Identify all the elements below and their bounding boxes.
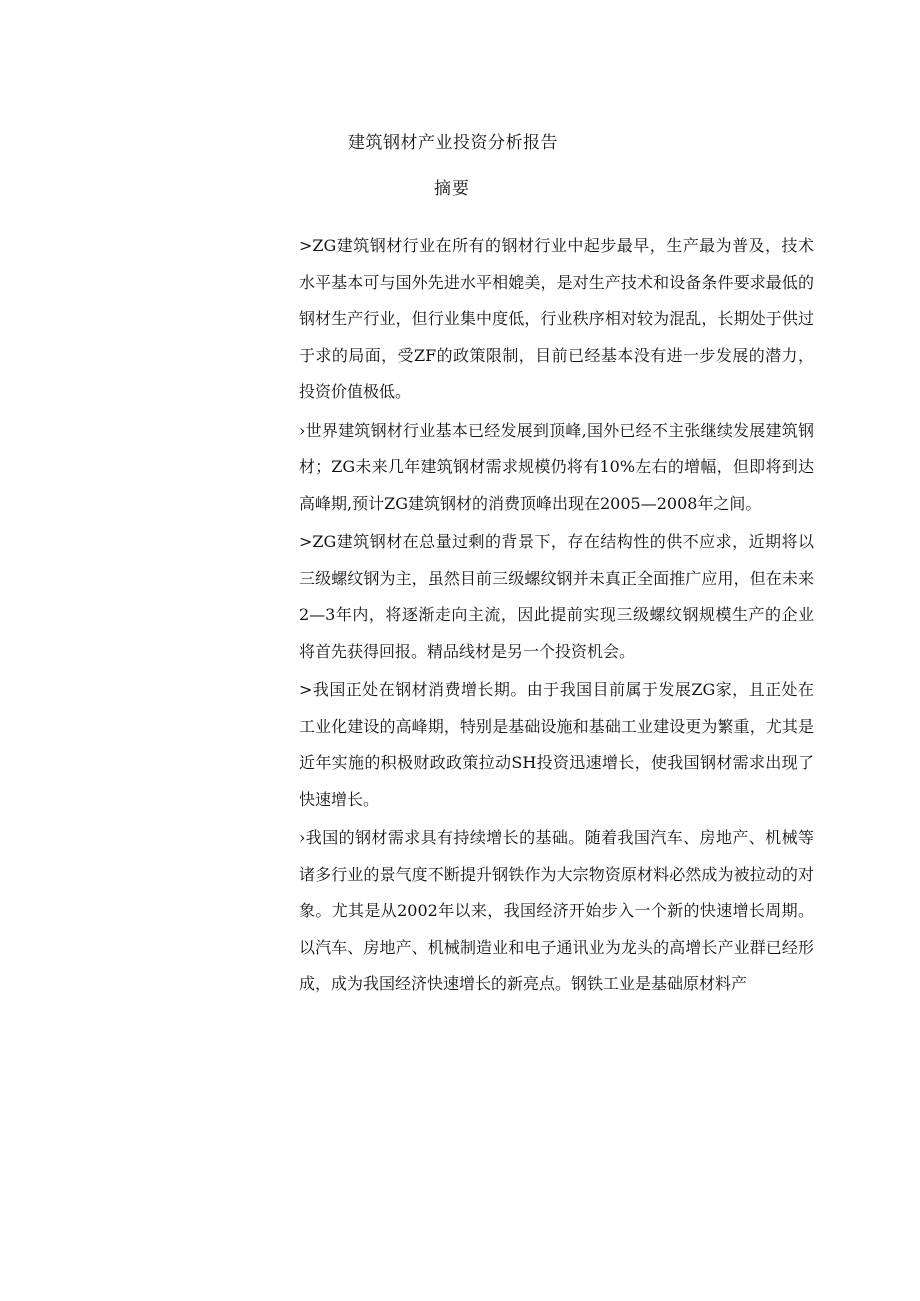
- paragraph: >ZG建筑钢材在总量过剩的背景下，存在结构性的供不应求，近期将以三级螺纹钢为主，虽然目前三级螺纹钢并未真正全面推广应用，但在未来2—3年内，将逐渐走向主流，因此提前实现三级螺纹钢规模生产的企业将首先获得回报。精品线材是另一个投资机会。: [299, 532, 814, 661]
- paragraph: ›世界建筑钢材行业基本已经发展到顶峰,国外已经不主张继续发展建筑钢材；ZG未来几年建筑钢材需求规模仍将有10%左右的增幅，但即将到达高峰期,预计ZG建筑钢材的消费顶峰出现在2005—2008年之间。: [299, 420, 814, 513]
- document-title: 建筑钢材产业投资分析报告: [348, 133, 558, 153]
- paragraph: >ZG建筑钢材行业在所有的钢材行业中起步最早，生产最为普及，技术水平基本可与国外先进水平相媲美，是对生产技术和设备条件要求最低的钢材生产行业，但行业集中度低，行业秩序相对较为混乱，长期处于供过于求的局面，受ZF的政策限制，目前已经基本没有进一步发展的潜力，投资价值极低。: [299, 236, 814, 401]
- abstract-body: [299, 228, 814, 1005]
- abstract-heading: 摘要: [434, 179, 470, 199]
- paragraph: >我国正处在钢材消费增长期。由于我国目前属于发展ZG家，且正处在工业化建设的高峰期，特别是基础设施和基础工业建设更为繁重，尤其是近年实施的积极财政政策拉动SH投资迅速增长，使我国钢材需求出现了快速增长。: [299, 680, 814, 809]
- paragraph: ›我国的钢材需求具有持续增长的基础。随着我国汽车、房地产、机械等诸多行业的景气度不断提升钢铁作为大宗物资原材料必然成为被拉动的对象。尤其是从2002年以来，我国经济开始步入一个新的快速增长周期。以汽车、房地产、机械制造业和电子通讯业为龙头的高增长产业群已经形成，成为我国经济快速增长的新亮点。钢铁工业是基础原材料产: [299, 828, 814, 993]
